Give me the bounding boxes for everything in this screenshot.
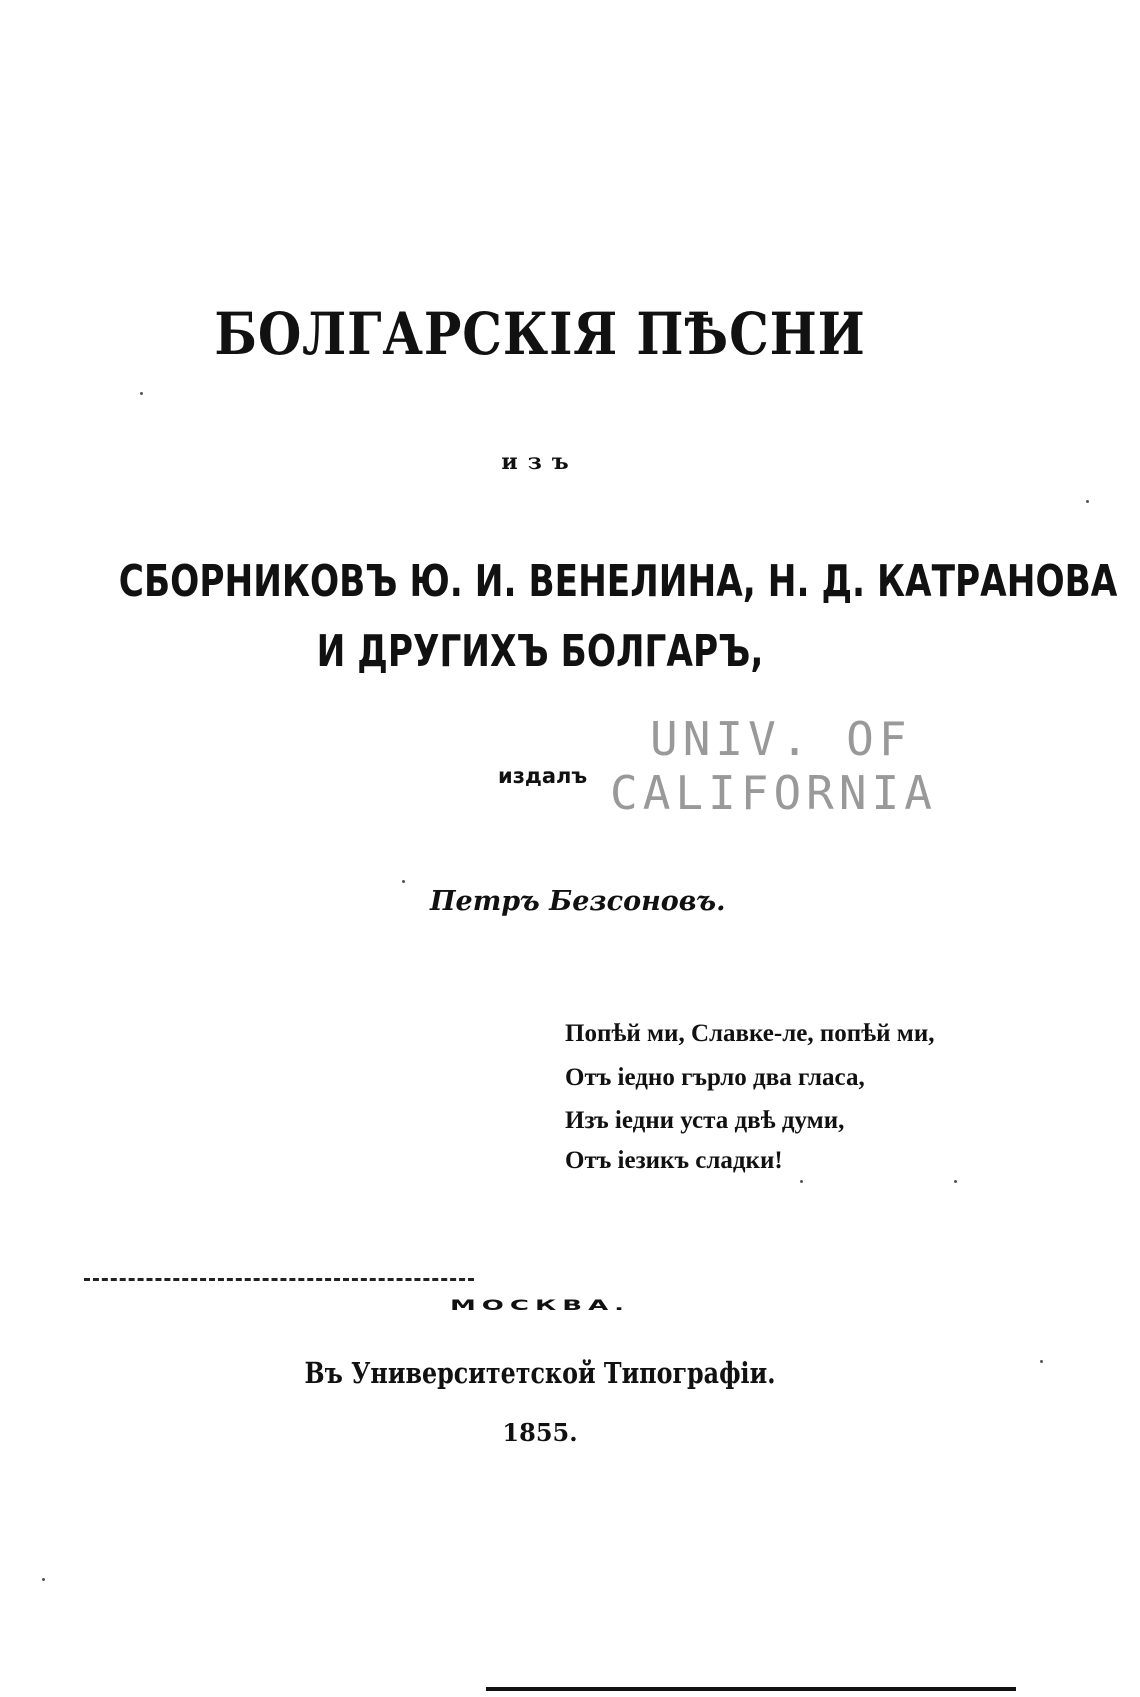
library-stamp-line-2: CALIFORNIA bbox=[610, 766, 937, 820]
collections-line-1: СБОРНИКОВЪ Ю. И. ВЕНЕЛИНА, Н. Д. КАТРАНОВА bbox=[118, 556, 1118, 607]
scan-speck bbox=[800, 1180, 803, 1183]
library-stamp bbox=[610, 712, 937, 820]
epigraph-line: Отъ іезикъ сладки! bbox=[565, 1147, 783, 1174]
scan-speck bbox=[402, 880, 405, 883]
scan-edge-bar bbox=[486, 1687, 1016, 1691]
from-word: изъ bbox=[501, 449, 579, 475]
divider-rule bbox=[84, 1278, 474, 1281]
printer-name: Въ Университетской Типографіи. bbox=[304, 1356, 776, 1390]
book-title: БОЛГАРСКІЯ ПѢСНИ bbox=[214, 300, 866, 368]
scan-speck bbox=[140, 392, 143, 395]
scan-speck bbox=[1040, 1360, 1043, 1363]
city-name: МОСКВА. bbox=[449, 1297, 631, 1314]
scan-speck bbox=[954, 1180, 957, 1183]
publication-year: 1855. bbox=[502, 1418, 578, 1447]
scan-speck bbox=[42, 1578, 45, 1581]
epigraph-line: Попѣй ми, Славке-ле, попѣй ми, bbox=[565, 1020, 935, 1047]
epigraph-line: Изъ іедни уста двѣ думи, bbox=[565, 1107, 845, 1134]
scan-speck bbox=[1086, 500, 1089, 503]
library-stamp-line-1: UNIV. OF bbox=[650, 712, 912, 766]
epigraph-line: Отъ іедно гърло два гласа, bbox=[565, 1064, 865, 1091]
published-by-label: издалъ bbox=[498, 764, 588, 788]
author-name: Петръ Безсоновъ. bbox=[430, 886, 726, 917]
collections-line-2: И ДРУГИХЪ БОЛГАРЪ, bbox=[316, 626, 764, 677]
